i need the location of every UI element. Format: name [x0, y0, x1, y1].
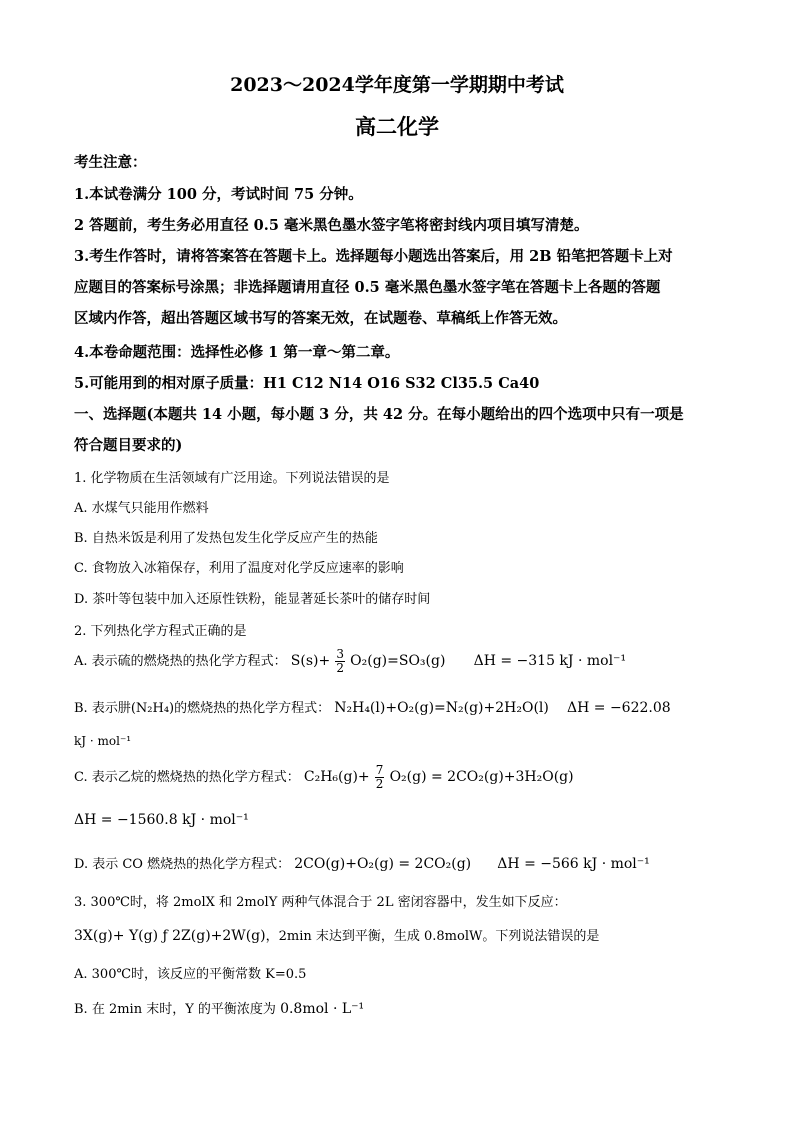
q1-stem: 1. 化学物质在生活领域有广泛用途。下列说法错误的是	[74, 471, 390, 486]
q3-stem-1: 3. 300℃时，将 2molX 和 2molY 两种气体混合于 2L 密闭容器中，发生如下反应：	[74, 895, 567, 910]
q2-b-unit: kJ · mol⁻¹	[74, 734, 132, 748]
q2-option-c	[74, 764, 574, 791]
q3-equation: 3X(g)+ Y(g) ƒ 2Z(g)+2W(g)	[74, 928, 266, 944]
q2-c-frac-num: 7	[375, 763, 384, 777]
q2-option-a	[74, 648, 626, 675]
notice-item-5: 5.可能用到的相对原子质量：H1 C12 N14 O16 S32 Cl35.5 Ca40	[74, 375, 540, 392]
notice-heading: 考生注意：	[74, 154, 147, 171]
section-heading-line-2: 符合题目要求的)	[74, 437, 183, 454]
exam-subject: 高二化学	[355, 114, 439, 139]
q2-c-eq-pre: C₂H₆(g)+	[303, 769, 370, 785]
notice-item-3-line-1: 3.考生作答时，请将答案答在答题卡上。选择题每小题选出答案后，用 2B 铅笔把答题卡上对	[74, 248, 673, 265]
q2-c-frac-den: 2	[375, 777, 384, 791]
notice-item-3-line-2: 应题目的答案标号涂黑；非选择题请用直径 0.5 毫米黑色墨水签字笔在答题卡上各题的答题	[74, 279, 661, 296]
q2-option-d	[74, 853, 650, 872]
q2-a-frac-num: 3	[336, 647, 345, 661]
q2-d-label: D. 表示 CO 燃烧热的热化学方程式：	[74, 857, 291, 872]
q3-stem-2	[74, 925, 599, 944]
q3-option-a: A. 300℃时，该反应的平衡常数 K=0.5	[74, 967, 307, 982]
q2-d-eq: 2CO(g)+O₂(g) = 2CO₂(g)	[294, 856, 472, 872]
q1-option-b: B. 自热米饭是利用了发热包发生化学反应产生的热能	[74, 531, 378, 546]
q1-option-a: A. 水煤气只能用作燃料	[74, 501, 209, 516]
q3-b-label: B. 在 2min 末时，Y 的平衡浓度为	[74, 1002, 276, 1017]
q2-d-enthalpy: ΔH = −566 kJ · mol⁻¹	[497, 856, 650, 872]
q2-b-enthalpy: ΔH = −622.08	[567, 700, 671, 716]
q2-a-fraction	[335, 648, 345, 675]
q3-b-value: 0.8mol · L⁻¹	[280, 1001, 365, 1017]
notice-item-1: 1.本试卷满分 100 分，考试时间 75 分钟。	[74, 186, 363, 203]
q2-a-eq-post: O₂(g)=SO₃(g)	[350, 653, 446, 669]
exam-title: 2023～2024学年度第一学期期中考试	[230, 74, 564, 96]
q2-stem: 2. 下列热化学方程式正确的是	[74, 624, 247, 639]
section-heading-line-1: 一、选择题(本题共 14 小题，每小题 3 分，共 42 分。在每小题给出的四个选项中只有一项是	[74, 406, 684, 423]
q2-a-enthalpy: ΔH = −315 kJ · mol⁻¹	[473, 653, 627, 669]
q2-a-frac-den: 2	[336, 661, 345, 675]
notice-item-3-line-3: 区域内作答，超出答题区域书写的答案无效，在试题卷、草稿纸上作答无效。	[74, 310, 567, 327]
q3-stem-2-text: ，2min 末达到平衡，生成 0.8molW。下列说法错误的是	[265, 929, 600, 944]
q3-option-b	[74, 998, 364, 1017]
q1-option-d: D. 茶叶等包装中加入还原性铁粉，能显著延长茶叶的储存时间	[74, 592, 431, 607]
q2-c-enthalpy: ΔH = −1560.8 kJ · mol⁻¹	[74, 812, 249, 828]
q2-b-eq: N₂H₄(l)+O₂(g)=N₂(g)+2H₂O(l)	[334, 700, 549, 716]
q2-b-label: B. 表示肼(N₂H₄)的燃烧热的热化学方程式：	[74, 701, 331, 716]
q2-a-eq-pre: S(s)+	[290, 653, 331, 669]
q2-c-fraction	[375, 764, 385, 791]
notice-item-2: 2 答题前，考生务必用直径 0.5 毫米黑色墨水签字笔将密封线内项目填写清楚。	[74, 217, 589, 234]
q2-c-eq-post: O₂(g) = 2CO₂(g)+3H₂O(g)	[389, 769, 574, 785]
q2-a-label: A. 表示硫的燃烧热的热化学方程式：	[74, 654, 287, 669]
q2-c-label: C. 表示乙烷的燃烧热的热化学方程式：	[74, 770, 300, 785]
q2-option-b	[74, 697, 671, 716]
notice-item-4: 4.本卷命题范围：选择性必修 1 第一章～第二章。	[74, 344, 400, 361]
q1-option-c: C. 食物放入冰箱保存，利用了温度对化学反应速率的影响	[74, 561, 404, 576]
